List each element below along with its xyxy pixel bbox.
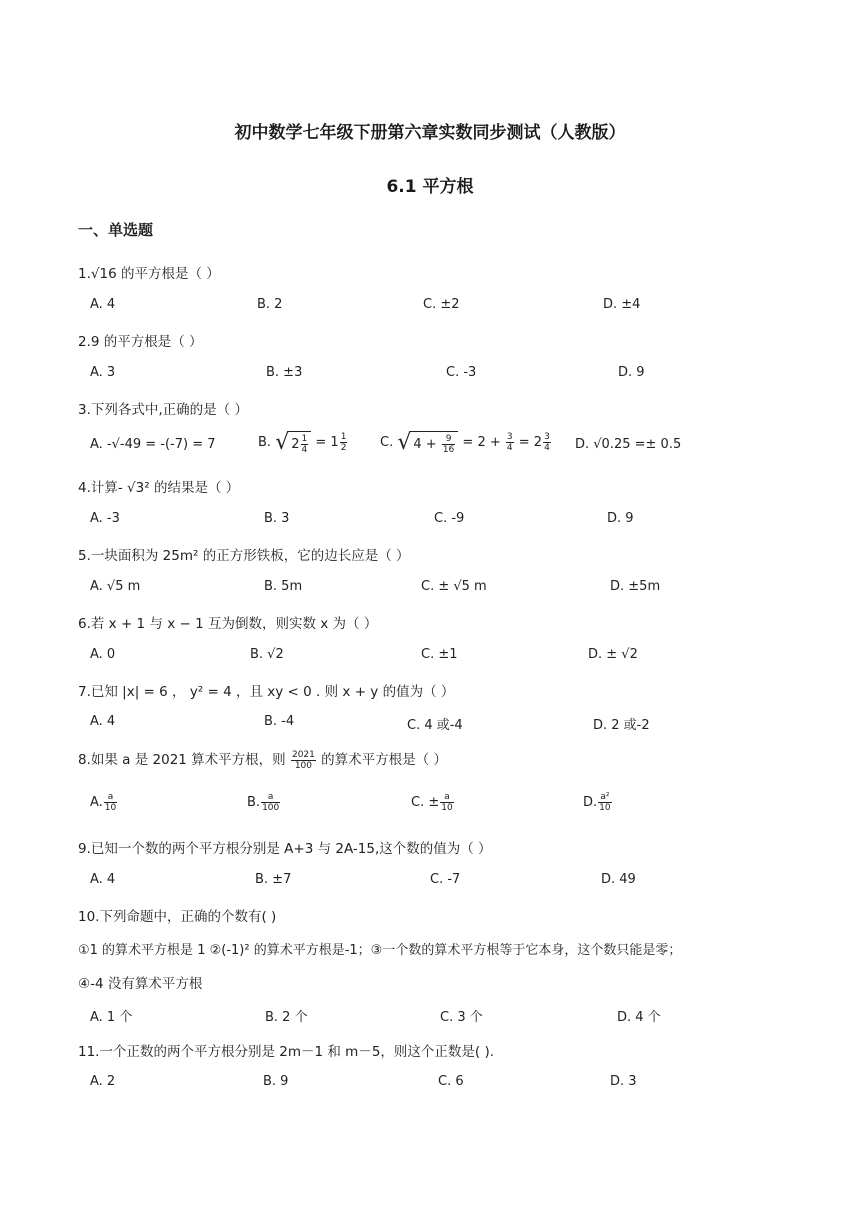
question-1: 1.√16 的平方根是（ ） (78, 266, 220, 282)
option-d[interactable]: D. 2 或-2 (593, 718, 650, 733)
question-1-options (90, 297, 830, 317)
option-b[interactable]: B. ±7 (255, 872, 292, 887)
option-b[interactable]: B. 9 (263, 1074, 289, 1089)
question-6: 6.若 x + 1 与 x − 1 互为倒数，则实数 x 为（ ） (78, 616, 378, 632)
section-heading: 一、单选题 (78, 221, 154, 239)
option-d[interactable]: D. ±5m (610, 579, 661, 594)
option-c[interactable]: C. ±2 (423, 297, 460, 312)
question-3-options (90, 430, 830, 464)
option-a[interactable]: A. 4 (90, 714, 116, 729)
option-d[interactable]: D. $\frac{\text{a²}}{10}$ (583, 792, 611, 813)
radical-expression: √3² (127, 480, 150, 496)
option-c[interactable]: C. ± $\frac{a}{10}$ (411, 792, 453, 813)
option-c[interactable]: C. ± √5 m (421, 579, 487, 594)
question-4-options (90, 511, 830, 531)
question-11: 11.一个正数的两个平方根分别是 2m－1 和 m－5，则这个正数是( ). (78, 1044, 495, 1060)
question-5: 5.一块面积为 25m² 的正方形铁板，它的边长应是（ ） (78, 548, 410, 564)
option-d[interactable]: D. ±4 (603, 297, 641, 312)
option-a[interactable]: A. -3 (90, 511, 120, 526)
question-4: 4.计算- √3² 的结果是（ ） (78, 480, 240, 496)
option-b[interactable]: B. $\frac{a}{100}$ (247, 792, 280, 813)
option-a[interactable]: A. √5 m (90, 579, 141, 594)
option-c[interactable]: C. 4 或-4 (407, 718, 463, 733)
question-8-options (90, 792, 830, 820)
option-b[interactable]: B. √ 2 $\frac{1}{4}$ = 1 $\frac{1}{2}$ (258, 430, 347, 455)
option-c[interactable]: C. ±1 (421, 647, 458, 662)
option-a[interactable]: A. 2 (90, 1074, 116, 1089)
question-9: 9.已知一个数的两个平方根分别是 A+3 与 2A-15,这个数的值为（ ） (78, 841, 492, 857)
fraction: $\frac{2021}{100}$ (291, 749, 315, 771)
page-subtitle: 6.1 平方根 (386, 177, 474, 197)
radical-expression: √16 (90, 266, 117, 282)
question-2-options (90, 365, 830, 385)
option-b[interactable]: B. -4 (264, 714, 295, 729)
option-b[interactable]: B. ±3 (266, 365, 303, 380)
question-10-statements-line2: ④-4 没有算术平方根 (78, 976, 203, 992)
option-a[interactable]: A. -√-49 = -(-7) = 7 (90, 437, 216, 452)
option-d[interactable]: D. 9 (607, 511, 634, 526)
question-9-options (90, 872, 830, 892)
option-c[interactable]: C. 3 个 (440, 1010, 483, 1025)
question-5-options (90, 579, 830, 599)
option-c[interactable]: C. -7 (430, 872, 461, 887)
option-a[interactable]: A. 4 (90, 297, 116, 312)
question-10-options (90, 1006, 830, 1026)
option-b[interactable]: B. 5m (264, 579, 303, 594)
option-d[interactable]: D. √0.25 =± 0.5 (575, 437, 682, 452)
question-2: 2.9 的平方根是（ ） (78, 334, 203, 350)
option-b[interactable]: B. 3 (264, 511, 290, 526)
question-8: 8.如果 a 是 2021 算术平方根，则 $\frac{2021}{100}$ 的算术平方根是（ ） (78, 749, 447, 771)
question-7-options (90, 714, 830, 734)
question-6-options (90, 647, 830, 667)
question-7: 7.已知 |x| = 6 ， y² = 4 ，且 xy < 0 . 则 x + y 的值为（ ） (78, 684, 455, 700)
option-d[interactable]: D. 9 (618, 365, 645, 380)
option-c[interactable]: C. -9 (434, 511, 465, 526)
question-11-options (90, 1074, 830, 1094)
option-a[interactable]: A. 1 个 (90, 1010, 133, 1025)
option-c[interactable]: C. -3 (446, 365, 477, 380)
option-b[interactable]: B. 2 (257, 297, 283, 312)
question-10-statements-line1: ①1 的算术平方根是 1 ②(-1)² 的算术平方根是-1；③一个数的算术平方根等于它本身，这个数只能是零； (78, 943, 682, 958)
option-a[interactable]: A. 4 (90, 872, 116, 887)
question-10: 10.下列命题中，正确的个数有( ) (78, 909, 277, 925)
page-title: 初中数学七年级下册第六章实数同步测试（人教版） (234, 123, 626, 143)
option-d[interactable]: D. 49 (601, 872, 636, 887)
option-b[interactable]: B. √2 (250, 647, 284, 662)
option-d[interactable]: D. ± √2 (588, 647, 638, 662)
option-d[interactable]: D. 4 个 (617, 1010, 661, 1025)
option-c[interactable]: C. √ 4 + $\frac{9}{16}$ = 2 + $\frac{3}{4}$ = 2 $\frac{3}{4}$ (380, 430, 550, 455)
option-b[interactable]: B. 2 个 (265, 1010, 308, 1025)
option-c[interactable]: C. 6 (438, 1074, 464, 1089)
option-a[interactable]: A. 3 (90, 365, 116, 380)
option-d[interactable]: D. 3 (610, 1074, 637, 1089)
option-a[interactable]: A. 0 (90, 647, 116, 662)
option-a[interactable]: A. $\frac{a}{10}$ (90, 792, 117, 813)
question-3: 3.下列各式中,正确的是（ ） (78, 402, 248, 418)
